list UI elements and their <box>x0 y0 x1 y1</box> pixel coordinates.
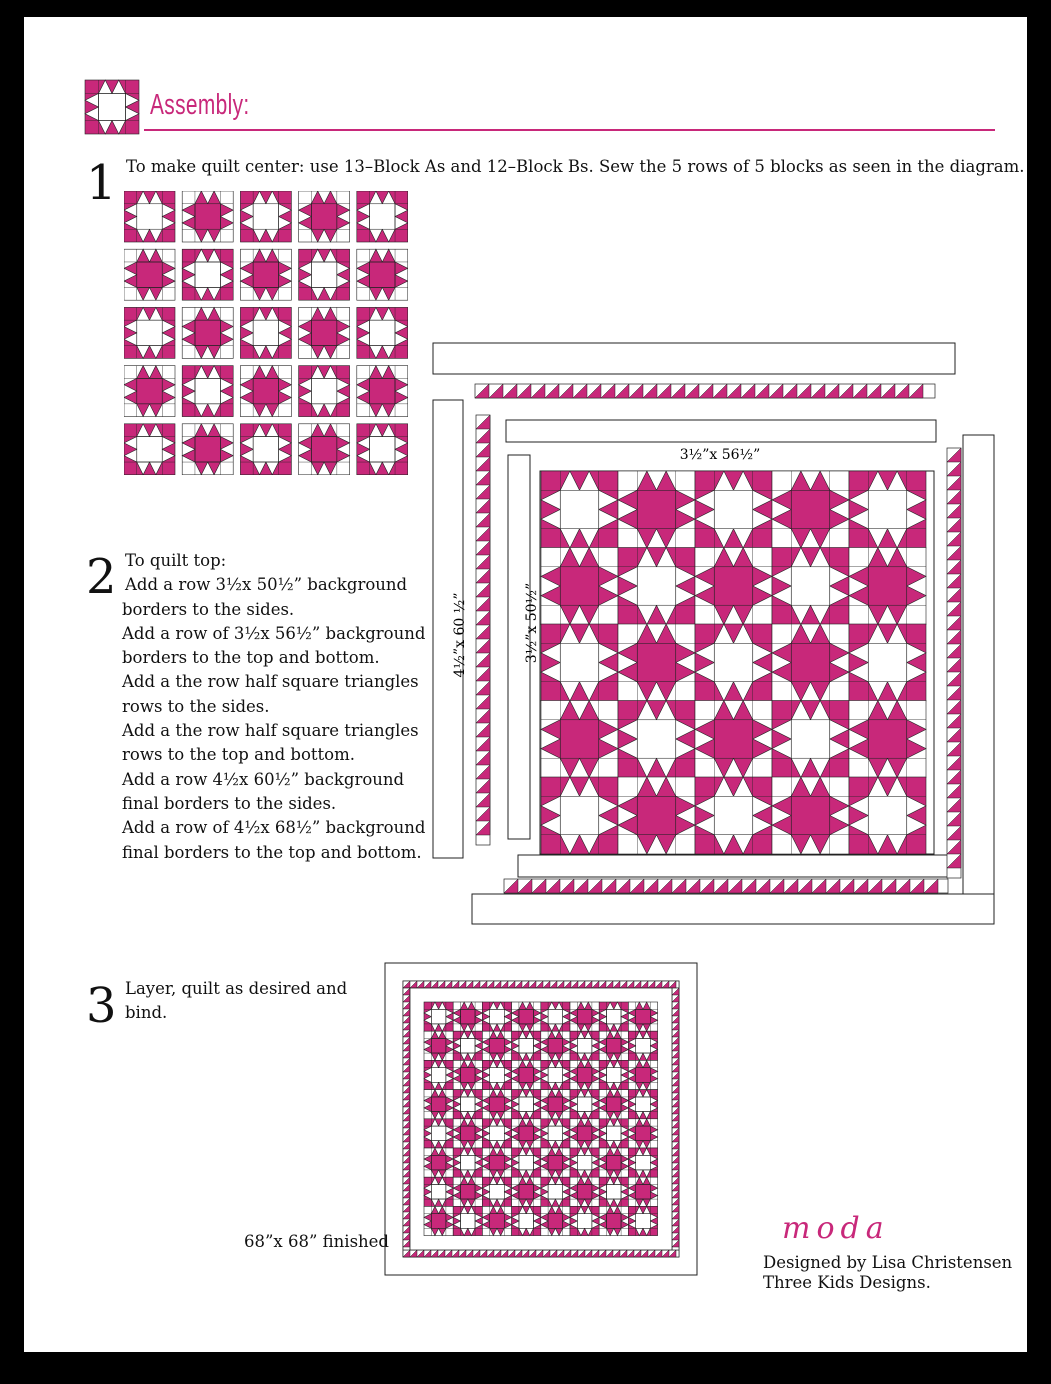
block-center <box>560 567 599 606</box>
block-b <box>628 1119 657 1148</box>
step-3-text <box>125 977 347 1026</box>
block-a <box>482 1177 511 1206</box>
block-center <box>636 1009 651 1024</box>
block-a <box>695 777 772 854</box>
block-center <box>431 1039 446 1054</box>
block-b <box>357 249 408 300</box>
block-center <box>791 567 830 606</box>
step-2-line: To quilt top: <box>125 551 227 570</box>
block-a <box>453 1206 482 1235</box>
block-center <box>137 262 163 288</box>
block-b <box>512 1002 541 1031</box>
block-center <box>490 1155 505 1170</box>
block-b <box>628 1177 657 1206</box>
block-b <box>695 701 772 778</box>
block-b <box>482 1031 511 1060</box>
block-center <box>637 643 676 682</box>
inner-top-border <box>506 420 936 442</box>
block-center <box>791 490 830 529</box>
block-a <box>299 366 350 417</box>
block-center <box>461 1214 476 1229</box>
block-b <box>482 1148 511 1177</box>
block-b <box>849 701 926 778</box>
top-border-label: 3½”x 56½” <box>679 447 761 463</box>
block-center <box>461 1009 476 1024</box>
credits <box>763 1253 1012 1293</box>
block-a <box>628 1090 657 1119</box>
block-center <box>370 378 396 404</box>
block-b <box>512 1119 541 1148</box>
step-2-line: Add a the row half square triangles <box>122 721 419 741</box>
block-center <box>607 1009 622 1024</box>
block-center <box>577 1097 592 1112</box>
block-center <box>637 796 676 835</box>
step-2-line: final borders to the top and bottom. <box>122 842 422 862</box>
block-center <box>431 1009 446 1024</box>
step-2-line: Add a row of 3½x 56½” background <box>122 623 426 643</box>
block-center <box>560 720 599 759</box>
block-center <box>195 204 221 230</box>
step-1-number: 1 <box>86 155 117 211</box>
block-a <box>541 1060 570 1089</box>
block-center <box>253 437 279 463</box>
block-b <box>772 777 849 854</box>
block-center <box>868 567 907 606</box>
hst-border-row <box>403 981 679 988</box>
block-a <box>512 1148 541 1177</box>
block-center <box>137 320 163 346</box>
block-center <box>490 1039 505 1054</box>
block-center <box>607 1214 622 1229</box>
step-2-line: Add a row 4½x 60½” background <box>122 769 405 789</box>
company-line: Three Kids Designs. <box>763 1273 931 1292</box>
block-b <box>240 366 291 417</box>
block-center <box>714 796 753 835</box>
block-center <box>607 1097 622 1112</box>
block-center <box>195 262 221 288</box>
quilt-assembly-diagram <box>432 341 1007 931</box>
block-center <box>714 720 753 759</box>
block-center <box>490 1068 505 1083</box>
block-center <box>253 262 279 288</box>
hst-border-row <box>504 879 948 893</box>
block-center <box>577 1009 592 1024</box>
block-center <box>548 1097 563 1112</box>
block-center <box>461 1039 476 1054</box>
block-center <box>548 1214 563 1229</box>
block-b <box>570 1002 599 1031</box>
moda-logo-text: moda <box>782 1212 890 1246</box>
block-b <box>628 1060 657 1089</box>
block-a <box>299 249 350 300</box>
block-a <box>695 624 772 701</box>
block-a <box>599 1002 628 1031</box>
block-a <box>849 777 926 854</box>
block-center <box>791 720 830 759</box>
outer-right-border <box>963 435 994 894</box>
block-b <box>240 249 291 300</box>
block-center <box>490 1126 505 1141</box>
block-b <box>599 1206 628 1235</box>
outer-side-border-label: 4½”x 60 ½” <box>452 592 468 678</box>
designer-line: Designed by Lisa Christensen <box>763 1253 1013 1272</box>
block-a <box>541 471 618 548</box>
block-a <box>618 701 695 778</box>
block-a <box>240 307 291 358</box>
hst-border-row <box>947 448 961 878</box>
block-center <box>519 1214 534 1229</box>
moda-logo <box>776 1212 946 1248</box>
block-center <box>253 320 279 346</box>
inner-side-border-label: 3½”x 50½” <box>524 582 540 664</box>
block-a <box>357 307 408 358</box>
block-center <box>548 1155 563 1170</box>
block-center <box>519 1126 534 1141</box>
block-b <box>541 1031 570 1060</box>
step-1-line: To make quilt center: use 13–Block As and 12–Block Bs. Sew the 5 rows of 5 blocks as seen in the diagram. <box>126 157 1025 176</box>
block-b <box>599 1031 628 1060</box>
block-b <box>541 1090 570 1119</box>
finished-size-label: 68”x 68” finished <box>244 1232 389 1251</box>
block-b <box>512 1177 541 1206</box>
block-a <box>124 424 175 475</box>
block-center <box>519 1155 534 1170</box>
block-a <box>453 1148 482 1177</box>
block-b <box>124 366 175 417</box>
block-center <box>519 1185 534 1200</box>
step-1-text <box>126 155 1025 179</box>
block-center <box>636 1039 651 1054</box>
block-b <box>512 1060 541 1089</box>
block-center <box>607 1039 622 1054</box>
step-3-number: 3 <box>86 978 117 1034</box>
block-a <box>85 80 139 134</box>
block-center <box>519 1068 534 1083</box>
block-center <box>714 490 753 529</box>
block-center <box>370 262 396 288</box>
block-a <box>124 307 175 358</box>
block-center <box>637 490 676 529</box>
block-center <box>607 1068 622 1083</box>
block-a <box>182 249 233 300</box>
block-a <box>512 1090 541 1119</box>
step-2-line: Add a row 3½x 50½” background <box>125 575 408 595</box>
block-a <box>424 1060 453 1089</box>
block-a <box>849 624 926 701</box>
block-center <box>311 204 337 230</box>
block-b <box>424 1031 453 1060</box>
block-a <box>628 1031 657 1060</box>
block-center <box>577 1214 592 1229</box>
block-b <box>482 1090 511 1119</box>
block-b <box>695 548 772 625</box>
block-center <box>461 1155 476 1170</box>
block-center <box>370 437 396 463</box>
block-center <box>519 1009 534 1024</box>
block-center <box>868 720 907 759</box>
block-b <box>599 1148 628 1177</box>
block-b <box>618 624 695 701</box>
block-center <box>560 643 599 682</box>
block-a <box>628 1206 657 1235</box>
block-center <box>461 1126 476 1141</box>
block-center <box>577 1039 592 1054</box>
block-center <box>490 1214 505 1229</box>
quilt-center-diagram <box>124 191 408 475</box>
block-a <box>482 1002 511 1031</box>
block-a <box>482 1060 511 1089</box>
block-center <box>137 437 163 463</box>
block-b <box>570 1119 599 1148</box>
block-center <box>548 1068 563 1083</box>
block-center <box>490 1185 505 1200</box>
block-b <box>424 1148 453 1177</box>
block-center <box>311 437 337 463</box>
block-center <box>99 94 126 121</box>
block-center <box>548 1039 563 1054</box>
block-center <box>461 1068 476 1083</box>
hst-border-row <box>476 415 490 845</box>
outer-top-border <box>433 343 955 374</box>
block-a <box>482 1119 511 1148</box>
block-center <box>461 1185 476 1200</box>
block-center <box>868 796 907 835</box>
block-a <box>357 424 408 475</box>
block-a <box>240 191 291 242</box>
step-3-line: Layer, quilt as desired and <box>125 979 348 998</box>
block-center <box>431 1097 446 1112</box>
block-center <box>577 1068 592 1083</box>
block-center <box>370 204 396 230</box>
block-b <box>182 307 233 358</box>
step-2-line: borders to the top and bottom. <box>122 648 380 668</box>
star-block-icon <box>84 79 140 135</box>
block-center <box>431 1068 446 1083</box>
block-b <box>541 1206 570 1235</box>
block-a <box>512 1031 541 1060</box>
assembly-shapes <box>433 343 994 924</box>
block-center <box>607 1126 622 1141</box>
block-center <box>431 1155 446 1170</box>
block-a <box>240 424 291 475</box>
block-b <box>453 1060 482 1089</box>
block-b <box>482 1206 511 1235</box>
block-b <box>628 1002 657 1031</box>
block-center <box>714 567 753 606</box>
block-a <box>772 701 849 778</box>
block-b <box>570 1060 599 1089</box>
block-center <box>253 378 279 404</box>
block-center <box>311 378 337 404</box>
block-b <box>570 1177 599 1206</box>
step-2-line: Add a row of 4½x 68½” background <box>122 818 426 838</box>
block-a <box>772 548 849 625</box>
block-center <box>195 378 221 404</box>
block-center <box>490 1009 505 1024</box>
block-a <box>599 1060 628 1089</box>
block-center <box>577 1126 592 1141</box>
block-a <box>541 777 618 854</box>
block-center <box>461 1097 476 1112</box>
block-center <box>253 204 279 230</box>
step-2-line: Add a the row half square triangles <box>122 672 419 692</box>
block-a <box>182 366 233 417</box>
block-center <box>137 204 163 230</box>
block-center <box>431 1185 446 1200</box>
block-a <box>541 1119 570 1148</box>
step-2-text <box>122 549 425 865</box>
hst-border-row <box>475 384 935 398</box>
inner-bottom-border <box>518 855 948 877</box>
block-a <box>570 1031 599 1060</box>
block-center <box>868 490 907 529</box>
block-b <box>453 1119 482 1148</box>
block-b <box>357 366 408 417</box>
block-a <box>849 471 926 548</box>
block-a <box>695 471 772 548</box>
block-b <box>299 424 350 475</box>
block-a <box>599 1177 628 1206</box>
block-center <box>560 490 599 529</box>
block-b <box>453 1002 482 1031</box>
step-2-number: 2 <box>86 549 117 605</box>
block-center <box>548 1185 563 1200</box>
block-b <box>541 1148 570 1177</box>
step-3-line: bind. <box>125 1003 168 1023</box>
block-center <box>548 1126 563 1141</box>
block-center <box>714 643 753 682</box>
block-center <box>636 1126 651 1141</box>
step-2-line: final borders to the sides. <box>122 793 337 813</box>
block-center <box>431 1214 446 1229</box>
hst-border-row <box>403 1250 679 1257</box>
block-center <box>607 1155 622 1170</box>
block-center <box>577 1185 592 1200</box>
block-b <box>299 191 350 242</box>
block-center <box>577 1155 592 1170</box>
block-a <box>453 1031 482 1060</box>
block-center <box>311 320 337 346</box>
block-a <box>599 1119 628 1148</box>
block-a <box>541 624 618 701</box>
block-b <box>424 1090 453 1119</box>
block-center <box>791 643 830 682</box>
block-b <box>124 249 175 300</box>
block-b <box>599 1090 628 1119</box>
block-b <box>772 471 849 548</box>
block-center <box>519 1097 534 1112</box>
finished-quilt-diagram <box>384 962 698 1276</box>
block-a <box>541 1177 570 1206</box>
block-b <box>424 1206 453 1235</box>
block-center <box>548 1009 563 1024</box>
block-b <box>772 624 849 701</box>
hst-border-row <box>403 988 410 1250</box>
block-b <box>618 777 695 854</box>
page-title: Assembly: <box>150 89 250 121</box>
block-b <box>849 548 926 625</box>
block-center <box>791 796 830 835</box>
outer-bottom-border <box>472 894 994 924</box>
block-b <box>453 1177 482 1206</box>
block-center <box>636 1185 651 1200</box>
block-b <box>541 548 618 625</box>
block-a <box>541 1002 570 1031</box>
block-a <box>424 1002 453 1031</box>
block-center <box>431 1126 446 1141</box>
block-center <box>636 1097 651 1112</box>
step-2-line: rows to the top and bottom. <box>122 745 355 765</box>
block-center <box>868 643 907 682</box>
block-a <box>570 1090 599 1119</box>
page <box>24 17 1027 1352</box>
block-center <box>637 567 676 606</box>
block-a <box>357 191 408 242</box>
block-a <box>570 1206 599 1235</box>
block-b <box>299 307 350 358</box>
block-a <box>512 1206 541 1235</box>
block-center <box>636 1214 651 1229</box>
block-center <box>311 262 337 288</box>
step-2-line: rows to the sides. <box>122 696 270 716</box>
block-center <box>195 437 221 463</box>
block-center <box>636 1155 651 1170</box>
block-b <box>182 191 233 242</box>
block-b <box>541 701 618 778</box>
block-center <box>195 320 221 346</box>
block-b <box>182 424 233 475</box>
block-b <box>618 471 695 548</box>
block-a <box>424 1119 453 1148</box>
block-center <box>137 378 163 404</box>
block-a <box>424 1177 453 1206</box>
block-center <box>370 320 396 346</box>
block-a <box>570 1148 599 1177</box>
hst-border-row <box>672 988 679 1250</box>
block-center <box>607 1185 622 1200</box>
heading-divider <box>144 129 995 131</box>
block-a <box>124 191 175 242</box>
block-a <box>453 1090 482 1119</box>
block-center <box>490 1097 505 1112</box>
block-a <box>628 1148 657 1177</box>
block-center <box>519 1039 534 1054</box>
block-center <box>560 796 599 835</box>
block-center <box>637 720 676 759</box>
block-a <box>618 548 695 625</box>
step-2-line: borders to the sides. <box>122 599 295 619</box>
block-center <box>636 1068 651 1083</box>
